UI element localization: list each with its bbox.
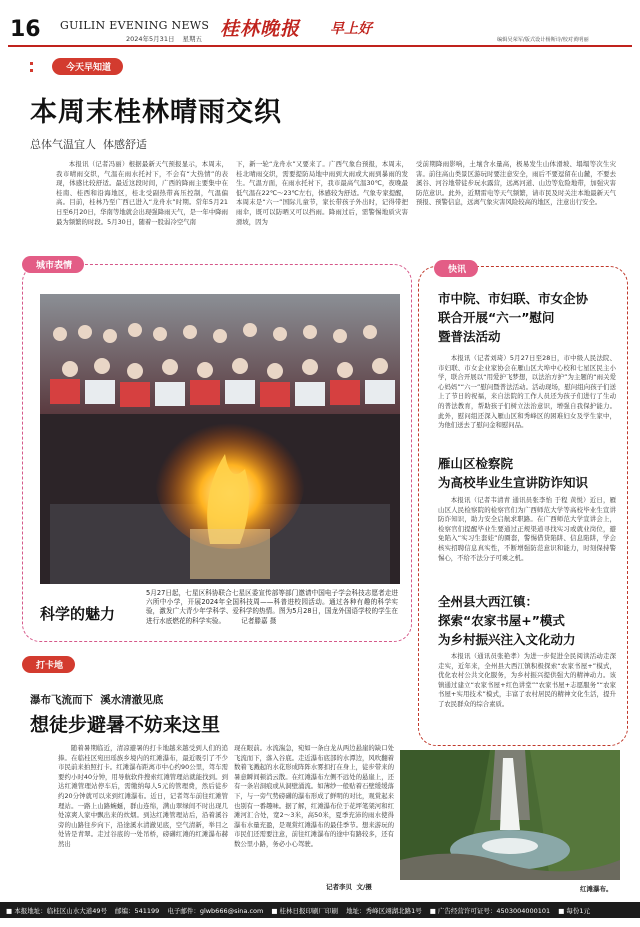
hiking-headline: 想徒步避暑不妨来这里 xyxy=(30,714,221,736)
weather-subtitle: 总体气温宜人 体感舒适 xyxy=(30,138,147,151)
footer-postcode: 邮编：541199 xyxy=(114,906,160,915)
science-photo xyxy=(40,294,400,584)
hiking-text-1: 随着暑期临近，清凉避暑的打卡地越来越受到人们的追捧。在临桂区宛田瑶族乡境内的红滩瀑布，最近吸引了不少市民前来拍照打卡。红滩瀑布距离市中心约90公里，驾车需要约小时40分钟，用导航软件搜索红滩管理站就能找到。到达红滩管理站停车后，需缴纳每人5元的管理费，然后徒步约20分钟就可以来到红滩瀑布。近日，记者驾车前往红滩管理站。一路上山路蜿蜒，群山连绵，满山翠绿间不时出现几处凉爽人家中飘出来的炊烟。到达红滩管理站后，沿着溪谷旁的山路往步向下，沿途溪水清澈见底，空气清新，举目之处皆是青翠。走过谷底的一处吊桥，磅礴红滩的红滩瀑布赫然出 xyxy=(58,744,228,848)
news-1-text: 本报讯（记者刘琦）5月27日至28日，市中级人民法院、市妇联、市女企业家协会在雁山区大埠中心校和七星区民主小学，联合开展以“用爱护飞梦想，以法治方护”为主题的“雨关爱心妈妈”“六一”慰问暨普法活动。活动现场，慰问组向孩子们送上了节日的祝福，来自法院的工作人员还为孩子们进行了生动的普法教育，帮助孩子们树立法治意识，增强自我保护能力。此外，慰问组还深入雁山区和秀峰区的困难妇女及学生家中，为他们送去了慰问金和慰问品。 xyxy=(438,354,616,430)
weather-tag-dots xyxy=(30,62,48,72)
news-1-title-l1: 市中院、市妇联、市女企协 xyxy=(438,291,589,306)
hiking-tag: 打卡地 xyxy=(22,656,75,673)
weather-col-2 xyxy=(236,160,408,248)
weather-text-1: 本报讯（记者冯丽）根据最新天气预报显示，本周末，我市晴雨交织，气温在雨水托衬下，不会有“大热情”的表现，体感比较舒适。最近这段时间，广西的降雨主要集中在桂南、桂西和沿海地区，桂北受副热带高压控制，气温偏高。目前，桂林乃至广西已进入“龙舟水”时期。常年5月21日至6月20日，华南等地就会出现强降雨天气，是一年中降雨最为频繁的时段。5月30日，随着一股弱冷空气南 xyxy=(56,160,228,226)
science-photo-illustration xyxy=(40,294,400,584)
footer-printer-address: 地址：秀峰区翊湖北路1号 xyxy=(346,906,422,915)
waterfall-photo xyxy=(400,750,620,880)
page-header xyxy=(0,0,640,48)
news-tag: 快讯 xyxy=(434,260,478,277)
section-logo: 早上好 xyxy=(330,21,372,37)
news-3-title-l2: 探索“农家书屋+”模式 xyxy=(438,613,565,628)
news-item-2-body xyxy=(438,496,616,586)
weather-col-3 xyxy=(416,160,616,248)
footer-license: ■ 广告经营许可证号：4503004000101 xyxy=(429,906,551,915)
issue-date xyxy=(126,34,202,43)
news-2-text: 本报讯（记者韦清青 通讯员张李怡 于程 黄悦）近日，雁山区人民检察院的检察官们为广西师范大学等高校毕业生宣讲防诈知识，助力安全启航求职路。在广西师范大学宣讲会上，检察官们提醒毕业生要通过正规渠道寻找实习或就业岗位，避免陷入“实习生套娃”的圈套，警惕借贷陷阱、信息陷阱，学会核实招聘信息真实性，不断增强防范意识和能力，时刻保持警惕心，不给不法分子可乘之机。 xyxy=(438,496,616,562)
news-3-text: 本报讯（通讯员张艳孝）为进一步促进全民阅读活动走深走实，近年来，全州县大西江镇积极探索“农家书屋+”模式，优化农村公共文化服务，为乡村振兴提供强大的精神动力。该镇通过建立“农家书屋+红色讲堂”“农家书屋+志愿服务”“农家书屋+实用技术”模式，丰富了农村居民的精神文化生活，提升了农民群众的综合素质。 xyxy=(438,652,616,708)
news-item-1-title xyxy=(438,289,618,346)
footer-email: 电子邮件：glwb666@sina.com xyxy=(167,906,264,915)
news-3-title-l3: 为乡村振兴注入文化动力 xyxy=(438,632,576,647)
news-item-3-title xyxy=(438,592,618,649)
news-2-title-l2: 为高校毕业生宣讲防诈知识 xyxy=(438,475,589,490)
paper-logo: 桂林晚报 xyxy=(220,18,301,40)
footer-address: ■ 本报地址：临桂区山水大道49号 xyxy=(6,906,107,915)
page-footer xyxy=(0,902,640,918)
date-text: 2024年5月31日 xyxy=(126,35,175,43)
science-headline: 科学的魅力 xyxy=(40,605,116,623)
weather-text-3: 受前期降雨影响，土壤含水量高，极易发生山体滑坡、塌塌等次生灾害。前往高山类景区游玩时要注意安全，雨后不要逗留在山麓，不要去溪谷、河谷地带徒步玩水露营，远离河道、山边等危险地带，加强灾害防范意识。此外，近期雷电等天气频繁，请市民及时关注本地最新天气预报、预警信息，远离气象灾害风险较高的地区，注意出行安全。 xyxy=(416,160,616,207)
news-2-title-l1: 雁山区检察院 xyxy=(438,456,514,471)
waterfall-illustration xyxy=(400,750,620,880)
page-number: 16 xyxy=(10,17,41,42)
weather-headline: 本周末桂林晴雨交织 xyxy=(30,97,282,128)
science-caption xyxy=(146,589,398,637)
editor-credits: 编辑吴荣军/版式设计杨斯诗/校对黄明丽 xyxy=(497,37,589,43)
news-3-title-l1: 全州县大西江镇： xyxy=(438,594,539,609)
footer-printer: ■ 桂林日报印刷厂印刷 xyxy=(271,906,339,915)
paper-name-en: GUILIN EVENING NEWS xyxy=(60,19,210,32)
weather-col-1 xyxy=(56,160,228,248)
news-item-2-title xyxy=(438,454,618,492)
hiking-credit: 记者李贝 文/摄 xyxy=(326,883,372,891)
weekday-text: 星期五 xyxy=(182,35,203,43)
hiking-col-1 xyxy=(58,744,228,892)
hiking-subtitle: 瀑布飞流而下 溪水清澈见底 xyxy=(30,694,164,706)
science-photo-credit: 记者滕嘉 摄 xyxy=(241,616,277,625)
news-item-1-body xyxy=(438,354,616,444)
news-1-title-l3: 暨普法活动 xyxy=(438,329,501,344)
header-rule xyxy=(8,45,632,47)
footer-price: ■ 每份1元 xyxy=(558,906,591,915)
science-caption-text: 5月27日起，七星区科协联合七星区委宣传部等部门邀请中国电子学会科技志愿者走进六所中小学，开展2024年全国科技周——科普进校园活动。通过各种有趣的科学实验，激发广大青少年学科学、爱科学的热情。图为5月28日，国龙外国语学校的学生在进行水底燃花的科学实验。 xyxy=(146,589,398,625)
weather-text-2: 下，新一轮“龙舟水”又要来了。广西气象台预报，本周末，桂北晴雨交织，需要提防局地中雨到大雨或大雨到暴雨的发生。气温方面，在雨水托衬下，我市最高气温30℃，夜晚最低气温在22℃～23℃左右，体感较为舒适。气象专家提醒，本周末是“六一”国际儿童节，家长带孩子外出时，记得带把雨伞，既可以防晒又可以挡雨。降雨过后，需警惕地质灾害滑坡，因为 xyxy=(236,160,408,226)
waterfall-caption: 红滩瀑布。 xyxy=(580,885,613,893)
science-tag: 城市表情 xyxy=(22,256,84,273)
news-item-3-body xyxy=(438,652,616,740)
weather-tag: 今天早知道 xyxy=(52,58,123,75)
hiking-text-2: 现在眼前。水流湍急，宛如一条白龙从两边悬崖的缺口处飞流而下，落入谷底。走近瀑布底部的水潭边，风吹翻着数着飞溅起的水花形成阵阵水雾扣打在身上，徒步带来的暑意瞬间顿消云散。在红滩瀑布左侧不远处的悬崖上，还有一条岩洞痕或从洞壁涌流。如薄纱一般贴着石壁缓缓落下，与一旁气势磅礴的瀑布形成了鲜明的对比，观赏起来也别有一番趣味。据了解，红滩瀑布位于花坪笔架河和红滩河汇合处，宽2～3米，高50米，夏季充沛的雨水使得瀑布水量充盈，是观赏红滩瀑布的最佳季节。想来游玩的市民们还需要注意，前往红滩瀑布的途中有路较多，还有数公里小路，务必小心驾驶。 xyxy=(234,744,394,848)
news-1-title-l2: 联合开展“六一”慰问 xyxy=(438,310,555,325)
hiking-col-2 xyxy=(234,744,394,882)
